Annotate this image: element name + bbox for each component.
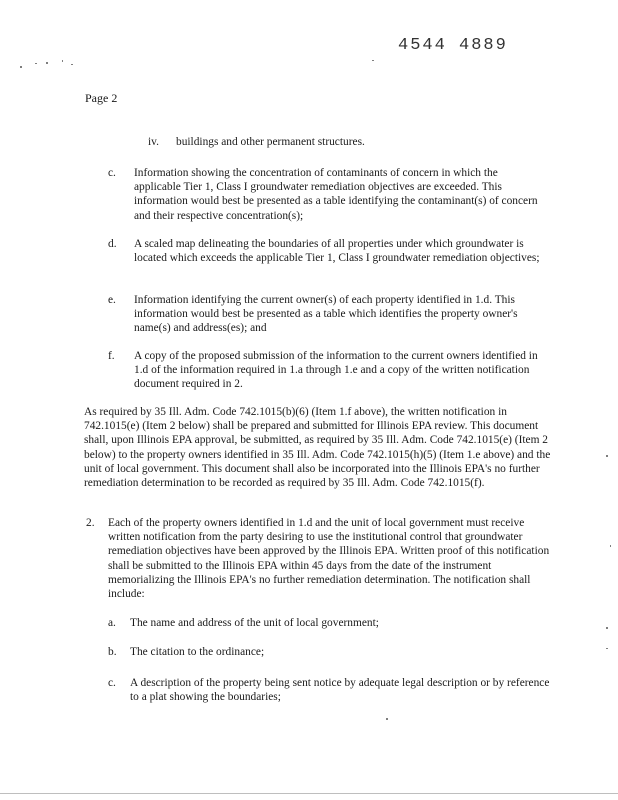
notification-item-marker: a.: [108, 617, 116, 629]
scan-speck: [71, 64, 73, 65]
numbered-item-marker: 2.: [86, 517, 95, 529]
scan-speck: [386, 718, 388, 720]
body-paragraph: As required by 35 Ill. Adm. Code 742.1015(b)(6) (Item 1.f above), the written notification in 742.1015(e) (Item 2 below) shall be prepared and submitted for Illinois EPA review. This document shall, upon Illinois EPA approval, be submitted, as required by 35 Ill. Adm. Code 742.1015(e) (Item 2 below) to the property owners identified in 35 Ill. Adm. Code 742.1015(h)(5) (Item 1.e above) and the unit of local government. This document shall also be incorporated into the Illinois EPA's no further remediation determination to be recorded as required by 35 Ill. Adm. Code 742.1015(f).: [84, 406, 551, 490]
document-number: 4544 4889: [398, 36, 508, 55]
numbered-item-text: Each of the property owners identified in 1.d and the unit of local government must receive written notification from the party desiring to use the institutional control that groundwater remediation objectives have been approved by the Illinois EPA. Written proof of this notification shall be submitted to the Illinois EPA within 45 days from the date of the instrument memorializing the Illinois EPA's no further remediation determination. The notification shall include:: [108, 517, 550, 601]
sub-item-marker: iv.: [148, 136, 159, 148]
scan-speck: [46, 62, 48, 64]
notification-item-text: A description of the property being sent notice by adequate legal description or by reference to a plat showing the boundaries;: [130, 677, 550, 704]
scan-speck: [62, 60, 63, 62]
scan-speck: [610, 545, 611, 547]
scan-speck: [372, 60, 374, 61]
scan-speck: [20, 66, 22, 68]
list-item-text: A scaled map delineating the boundaries of all properties under which groundwater is located which exceeds the applicable Tier 1, Class I groundwater remediation objectives;: [134, 238, 540, 265]
scan-speck: [35, 63, 37, 64]
list-item-marker: c.: [108, 167, 116, 179]
list-item-marker: e.: [108, 294, 116, 306]
notification-item-marker: c.: [108, 677, 116, 689]
notification-item-text: The citation to the ordinance;: [130, 646, 265, 658]
scan-speck: [606, 627, 608, 629]
notification-item-marker: b.: [108, 646, 117, 658]
page-label: Page 2: [85, 91, 118, 105]
scan-speck: [606, 455, 608, 457]
list-item-text: Information showing the concentration of contaminants of concern in which the applicable Tier 1, Class I groundwater remediation objectives are exceeded. This information would best be presented as a table identifying the contaminant(s) of concern and their respective concentration(s);: [134, 167, 538, 222]
list-item-text: Information identifying the current owner(s) of each property identified in 1.d. This information would best be presented as a table which identifies the property owner's name(s) and address(es); and: [134, 294, 518, 335]
scan-speck: [606, 648, 608, 649]
sub-item-text: buildings and other permanent structures.: [176, 136, 365, 148]
list-item-text: A copy of the proposed submission of the information to the current owners identified in 1.d of the information required in 1.a through 1.e and a copy of the written notification document required in 2.: [134, 350, 538, 391]
notification-item-text: The name and address of the unit of local government;: [130, 617, 379, 629]
list-item-marker: d.: [108, 238, 117, 250]
scan-edge-line: [0, 793, 618, 794]
list-item-marker: f.: [108, 350, 115, 362]
